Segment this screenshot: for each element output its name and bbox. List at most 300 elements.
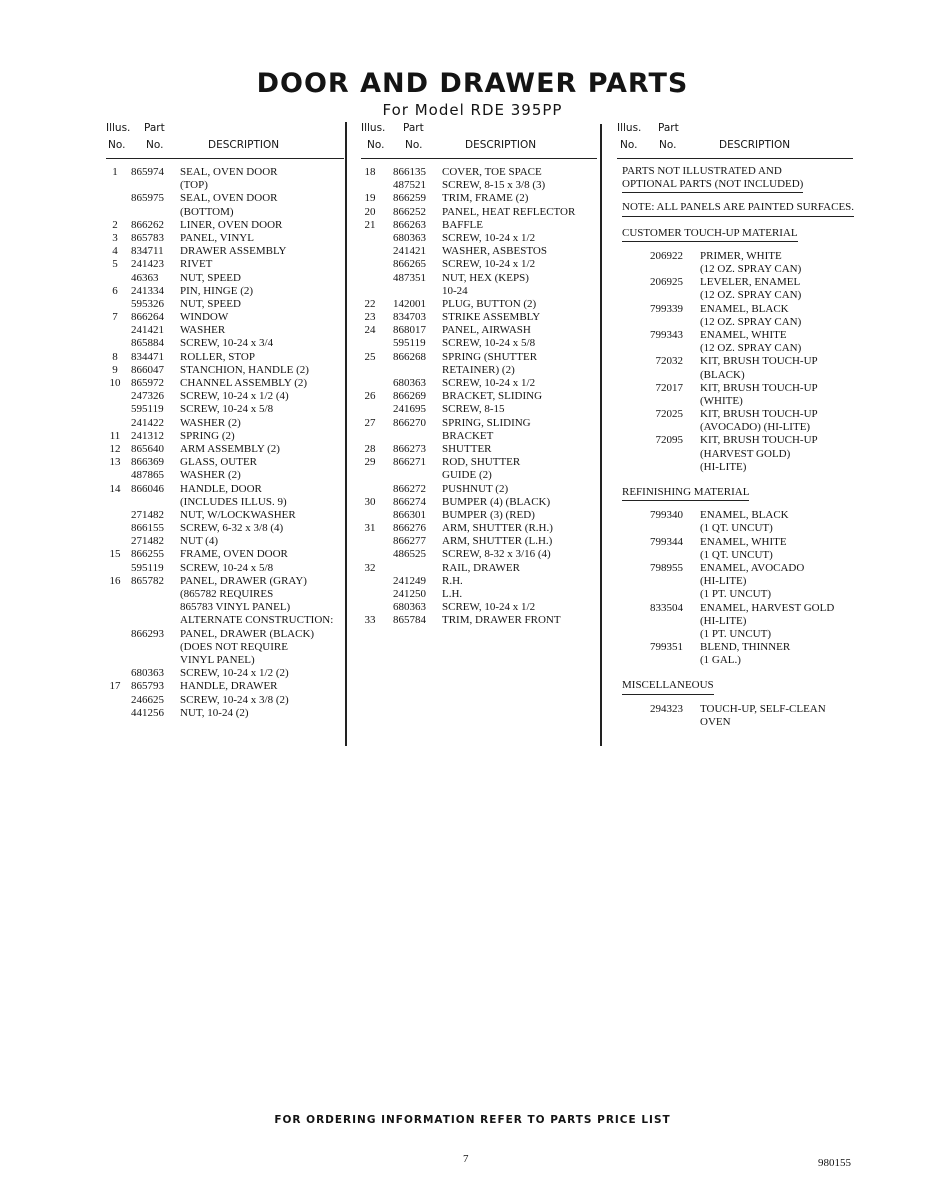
part-description: (1 GAL.) bbox=[700, 654, 741, 667]
illus-number: 28 bbox=[364, 442, 376, 455]
parts-row bbox=[106, 469, 344, 482]
part-number: 834703 bbox=[393, 311, 426, 324]
part-description: (1 QT. UNCUT) bbox=[700, 548, 773, 561]
page-subtitle: For Model RDE 395PP bbox=[382, 101, 563, 119]
parts-row bbox=[361, 562, 597, 575]
material-item bbox=[622, 536, 892, 549]
part-number: 866293 bbox=[131, 627, 164, 640]
parts-row bbox=[106, 285, 344, 298]
part-description: 865783 VINYL PANEL) bbox=[180, 601, 291, 614]
parts-row bbox=[361, 443, 597, 456]
part-description: TRIM, FRAME (2) bbox=[442, 192, 529, 205]
parts-row bbox=[106, 601, 344, 614]
material-item bbox=[622, 329, 892, 342]
parts-row bbox=[106, 298, 344, 311]
part-number: 866252 bbox=[393, 205, 426, 218]
part-description: (865782 REQUIRES bbox=[180, 588, 274, 600]
part-description: PANEL, VINYL bbox=[180, 231, 254, 244]
column-divider bbox=[345, 122, 347, 746]
header-part: Part bbox=[144, 122, 165, 134]
part-description: KIT, BRUSH TOUCH-UP bbox=[700, 381, 818, 394]
part-number: 595119 bbox=[131, 403, 164, 416]
part-description: (1 PT. UNCUT) bbox=[700, 627, 771, 640]
refinishing-list bbox=[622, 509, 892, 667]
material-item bbox=[622, 641, 892, 654]
misc-list bbox=[622, 703, 892, 729]
part-description: (HI-LITE) bbox=[700, 614, 747, 627]
part-number: 241695 bbox=[393, 403, 426, 416]
illus-number: 8 bbox=[112, 350, 118, 363]
parts-row bbox=[106, 707, 344, 720]
part-number: 206922 bbox=[650, 249, 683, 262]
part-description: ENAMEL, BLACK bbox=[700, 509, 789, 522]
material-item bbox=[622, 395, 892, 408]
parts-row bbox=[361, 206, 597, 219]
part-description: PANEL, DRAWER (BLACK) bbox=[180, 627, 315, 640]
parts-row bbox=[361, 509, 597, 522]
part-description: (1 QT. UNCUT) bbox=[700, 522, 773, 535]
part-description: (12 OZ. SPRAY CAN) bbox=[700, 342, 802, 355]
part-description: (HI-LITE) bbox=[700, 460, 747, 473]
part-description: BLEND, THINNER bbox=[700, 641, 791, 654]
parts-row bbox=[106, 245, 344, 258]
touchup-heading bbox=[622, 227, 892, 242]
part-number: 834471 bbox=[131, 350, 164, 363]
parts-row bbox=[106, 219, 344, 232]
part-number: 680363 bbox=[131, 667, 164, 680]
part-number: 241334 bbox=[131, 284, 164, 297]
part-number: 866268 bbox=[393, 350, 426, 363]
part-number: 680363 bbox=[393, 601, 426, 614]
part-description: WASHER (2) bbox=[180, 469, 241, 482]
part-number: 866263 bbox=[393, 218, 426, 231]
material-item bbox=[622, 448, 892, 461]
part-number: 866259 bbox=[393, 192, 426, 205]
part-description: WINDOW bbox=[180, 311, 229, 324]
part-description: R.H. bbox=[442, 574, 463, 587]
part-number: 486525 bbox=[393, 548, 426, 561]
parts-row bbox=[361, 219, 597, 232]
material-item bbox=[622, 408, 892, 421]
part-description: ENAMEL, AVOCADO bbox=[700, 561, 805, 574]
document-number: 980155 bbox=[818, 1157, 851, 1169]
part-description: ROD, SHUTTER bbox=[442, 456, 521, 469]
part-number: 441256 bbox=[131, 706, 164, 719]
part-number: 72017 bbox=[655, 381, 683, 394]
parts-row bbox=[106, 258, 344, 271]
part-number: 595326 bbox=[131, 297, 164, 310]
part-number: 866274 bbox=[393, 495, 426, 508]
part-description: ENAMEL, BLACK bbox=[700, 302, 789, 315]
part-description: (TOP) bbox=[180, 179, 208, 192]
header-part: Part bbox=[403, 122, 424, 134]
material-item bbox=[622, 575, 892, 588]
part-number: 241249 bbox=[393, 574, 426, 587]
illus-number: 19 bbox=[364, 192, 376, 205]
parts-row bbox=[106, 206, 344, 219]
part-description: WASHER bbox=[180, 324, 226, 337]
parts-row bbox=[106, 377, 344, 390]
parts-row bbox=[106, 509, 344, 522]
part-description: SPRING (2) bbox=[180, 429, 235, 442]
parts-row bbox=[361, 390, 597, 403]
part-number: 865884 bbox=[131, 337, 164, 350]
material-item bbox=[622, 289, 892, 302]
material-item bbox=[622, 654, 892, 667]
parts-row bbox=[361, 456, 597, 469]
part-description: PANEL, DRAWER (GRAY) bbox=[180, 574, 307, 587]
parts-row bbox=[106, 562, 344, 575]
part-description: WASHER (2) bbox=[180, 416, 241, 429]
part-number: 799340 bbox=[650, 509, 683, 522]
parts-row bbox=[106, 403, 344, 416]
part-description: SCREW, 10-24 x 1/2 bbox=[442, 258, 536, 271]
parts-row bbox=[106, 548, 344, 561]
parts-column-1 bbox=[106, 120, 344, 720]
part-description: NUT, W/LOCKWASHER bbox=[180, 508, 296, 521]
material-item bbox=[622, 522, 892, 535]
part-description: (12 OZ. SPRAY CAN) bbox=[700, 315, 802, 328]
part-number: 866270 bbox=[393, 416, 426, 429]
misc-heading bbox=[622, 679, 892, 694]
part-description: LEVELER, ENAMEL bbox=[700, 276, 801, 289]
part-description: GUIDE (2) bbox=[442, 469, 492, 482]
part-description: TRIM, DRAWER FRONT bbox=[442, 614, 561, 627]
column-header bbox=[106, 120, 344, 159]
part-number: 247326 bbox=[131, 390, 164, 403]
parts-row bbox=[361, 614, 597, 627]
parts-row bbox=[106, 667, 344, 680]
header-illus: Illus. bbox=[106, 122, 131, 134]
note-line: PARTS NOT ILLUSTRATED AND bbox=[622, 165, 782, 177]
part-description: KIT, BRUSH TOUCH-UP bbox=[700, 434, 818, 447]
material-item bbox=[622, 263, 892, 276]
part-description: PRIMER, WHITE bbox=[700, 249, 782, 262]
part-description: SEAL, OVEN DOOR bbox=[180, 166, 278, 178]
part-description: SCREW, 10-24 x 5/8 bbox=[180, 403, 274, 416]
parts-row bbox=[361, 232, 597, 245]
material-item bbox=[622, 250, 892, 263]
part-description: NUT, SPEED bbox=[180, 271, 241, 284]
part-number: 833504 bbox=[650, 601, 683, 614]
part-description: PLUG, BUTTON (2) bbox=[442, 297, 537, 310]
part-number: 72032 bbox=[655, 355, 683, 368]
parts-row bbox=[361, 351, 597, 364]
part-number: 241312 bbox=[131, 429, 164, 442]
part-number: 799351 bbox=[650, 641, 683, 654]
part-description: (1 PT. UNCUT) bbox=[700, 588, 771, 601]
parts-row bbox=[106, 417, 344, 430]
material-item bbox=[622, 421, 892, 434]
refinishing-heading-text: REFINISHING MATERIAL bbox=[622, 486, 749, 501]
part-description: (HI-LITE) bbox=[700, 575, 747, 588]
part-description: SCREW, 10-24 x 1/2 bbox=[442, 377, 536, 389]
header-part: Part bbox=[658, 122, 679, 134]
header-illus: Illus. bbox=[617, 122, 642, 134]
part-description: NUT (4) bbox=[180, 535, 218, 548]
part-description: (BOTTOM) bbox=[180, 205, 234, 218]
part-description: LINER, OVEN DOOR bbox=[180, 218, 283, 231]
parts-row bbox=[361, 179, 597, 192]
part-number: 294323 bbox=[650, 702, 683, 715]
parts-row bbox=[361, 548, 597, 561]
part-description: PUSHNUT (2) bbox=[442, 482, 509, 495]
illus-number: 22 bbox=[364, 297, 376, 310]
part-description: NUT, HEX (KEPS) bbox=[442, 271, 529, 284]
parts-row bbox=[361, 285, 597, 298]
parts-row bbox=[361, 364, 597, 377]
part-description: SCREW, 8-15 x 3/8 (3) bbox=[442, 179, 546, 192]
part-number: 866276 bbox=[393, 522, 426, 535]
part-description: SCREW, 10-24 x 1/2 bbox=[442, 601, 536, 614]
part-description: ENAMEL, WHITE bbox=[700, 328, 787, 341]
part-number: 865640 bbox=[131, 442, 164, 455]
illus-number: 12 bbox=[109, 442, 121, 455]
ordering-footer: FOR ORDERING INFORMATION REFER TO PARTS PRICE LIST bbox=[274, 1114, 671, 1126]
part-number: 72025 bbox=[655, 408, 683, 421]
parts-row bbox=[106, 179, 344, 192]
part-description: (BLACK) bbox=[700, 368, 745, 381]
material-item bbox=[622, 549, 892, 562]
page-number: 7 bbox=[463, 1153, 469, 1165]
part-description: L.H. bbox=[442, 588, 463, 600]
illus-number: 30 bbox=[364, 495, 376, 508]
part-description: OVEN bbox=[700, 715, 731, 728]
part-description: GLASS, OUTER bbox=[180, 456, 258, 469]
panels-note-text: NOTE: ALL PANELS ARE PAINTED SURFACES. bbox=[622, 201, 854, 216]
part-number: 799339 bbox=[650, 302, 683, 315]
parts-row bbox=[106, 680, 344, 693]
illus-number: 14 bbox=[109, 482, 121, 495]
part-number: 866255 bbox=[131, 548, 164, 561]
parts-row bbox=[106, 351, 344, 364]
part-number: 866369 bbox=[131, 456, 164, 469]
part-description: ALTERNATE CONSTRUCTION: bbox=[180, 614, 334, 627]
illus-number: 16 bbox=[109, 574, 121, 587]
part-description: (12 OZ. SPRAY CAN) bbox=[700, 263, 802, 275]
parts-row bbox=[361, 483, 597, 496]
notes-section bbox=[622, 165, 892, 729]
illus-number: 18 bbox=[364, 166, 376, 178]
part-number: 866046 bbox=[131, 482, 164, 495]
part-description: NUT, SPEED bbox=[180, 297, 241, 310]
illus-number: 11 bbox=[109, 429, 121, 442]
part-description: SPRING, SLIDING bbox=[442, 416, 531, 429]
part-description: COVER, TOE SPACE bbox=[442, 166, 542, 178]
parts-row bbox=[106, 654, 344, 667]
part-number: 866269 bbox=[393, 390, 426, 403]
part-description: SCREW, 10-24 x 1/2 bbox=[442, 231, 536, 244]
parts-row bbox=[106, 483, 344, 496]
part-number: 865783 bbox=[131, 231, 164, 244]
parts-row bbox=[106, 272, 344, 285]
refinishing-heading bbox=[622, 486, 892, 501]
part-number: 680363 bbox=[393, 231, 426, 244]
material-item bbox=[622, 316, 892, 329]
illus-number: 20 bbox=[364, 205, 376, 218]
part-description: 10-24 bbox=[442, 284, 468, 297]
parts-row bbox=[106, 166, 344, 179]
parts-row bbox=[106, 614, 344, 627]
part-number: 487351 bbox=[393, 271, 426, 284]
material-item bbox=[622, 588, 892, 601]
part-description: ENAMEL, WHITE bbox=[700, 535, 787, 548]
part-number: 246625 bbox=[131, 693, 164, 706]
part-number: 865974 bbox=[131, 166, 164, 178]
column-divider bbox=[600, 124, 602, 746]
part-number: 241421 bbox=[393, 245, 426, 258]
part-description: BRACKET bbox=[442, 429, 494, 442]
parts-row bbox=[361, 192, 597, 205]
parts-row bbox=[361, 272, 597, 285]
part-number: 72095 bbox=[655, 434, 683, 447]
part-number: 866265 bbox=[393, 258, 426, 271]
part-description: HANDLE, DOOR bbox=[180, 482, 262, 495]
parts-row bbox=[361, 417, 597, 430]
part-number: 865793 bbox=[131, 680, 164, 693]
part-description: ARM, SHUTTER (R.H.) bbox=[442, 522, 553, 535]
touchup-heading-text: CUSTOMER TOUCH-UP MATERIAL bbox=[622, 227, 798, 242]
part-description: SCREW, 10-24 x 5/8 bbox=[442, 337, 536, 350]
part-description: ARM ASSEMBLY (2) bbox=[180, 442, 280, 455]
part-description: PANEL, HEAT REFLECTOR bbox=[442, 205, 576, 218]
parts-row bbox=[106, 588, 344, 601]
part-description: TOUCH-UP, SELF-CLEAN bbox=[700, 702, 826, 715]
part-number: 271482 bbox=[131, 535, 164, 548]
part-number: 866262 bbox=[131, 218, 164, 231]
illus-number: 13 bbox=[109, 456, 121, 469]
illus-number: 6 bbox=[112, 284, 118, 297]
part-number: 866155 bbox=[131, 522, 164, 535]
illus-number: 5 bbox=[112, 258, 118, 271]
part-number: 866135 bbox=[393, 166, 426, 178]
part-description: SPRING (SHUTTER bbox=[442, 350, 538, 363]
part-description: VINYL PANEL) bbox=[180, 653, 255, 666]
illus-number: 24 bbox=[364, 324, 376, 337]
part-description: ENAMEL, HARVEST GOLD bbox=[700, 601, 835, 614]
part-description: SCREW, 10-24 x 1/2 (2) bbox=[180, 667, 289, 680]
parts-row bbox=[106, 443, 344, 456]
part-description: SEAL, OVEN DOOR bbox=[180, 192, 278, 205]
part-number: 865782 bbox=[131, 574, 164, 587]
part-description: STANCHION, HANDLE (2) bbox=[180, 363, 309, 376]
parts-row bbox=[361, 522, 597, 535]
part-description: KIT, BRUSH TOUCH-UP bbox=[700, 408, 818, 421]
illus-number: 3 bbox=[112, 231, 118, 244]
part-description: WASHER, ASBESTOS bbox=[442, 245, 547, 258]
part-description: DRAWER ASSEMBLY bbox=[180, 245, 287, 258]
parts-row bbox=[106, 364, 344, 377]
parts-row bbox=[361, 588, 597, 601]
part-number: 241250 bbox=[393, 588, 426, 600]
part-number: 866301 bbox=[393, 508, 426, 521]
material-item bbox=[622, 615, 892, 628]
material-item bbox=[622, 461, 892, 474]
part-description: SCREW, 8-32 x 3/16 (4) bbox=[442, 548, 551, 561]
parts-row bbox=[361, 403, 597, 416]
material-item bbox=[622, 355, 892, 368]
illus-number: 33 bbox=[364, 614, 376, 627]
parts-row bbox=[106, 232, 344, 245]
page-title: DOOR AND DRAWER PARTS bbox=[256, 68, 689, 99]
part-number: 866264 bbox=[131, 311, 164, 324]
illus-number: 23 bbox=[364, 311, 376, 324]
parts-column-2 bbox=[361, 120, 597, 628]
parts-row bbox=[106, 192, 344, 205]
part-number: 206925 bbox=[650, 276, 683, 289]
part-description: FRAME, OVEN DOOR bbox=[180, 548, 288, 561]
illus-number: 10 bbox=[109, 377, 121, 389]
parts-row bbox=[361, 311, 597, 324]
part-number: 865972 bbox=[131, 377, 164, 389]
part-description: (AVOCADO) (HI-LITE) bbox=[700, 421, 811, 434]
illus-number: 2 bbox=[112, 218, 118, 231]
part-number: 46363 bbox=[131, 271, 159, 284]
material-item bbox=[622, 509, 892, 522]
part-description: HANDLE, DRAWER bbox=[180, 680, 278, 693]
parts-row bbox=[106, 430, 344, 443]
part-number: 866047 bbox=[131, 363, 164, 376]
parts-row bbox=[361, 601, 597, 614]
part-description: (HARVEST GOLD) bbox=[700, 447, 791, 460]
part-number: 799344 bbox=[650, 535, 683, 548]
illus-number: 32 bbox=[364, 561, 376, 574]
parts-rows bbox=[361, 166, 597, 628]
parts-row bbox=[106, 456, 344, 469]
part-description: RETAINER) (2) bbox=[442, 363, 515, 376]
parts-row bbox=[361, 245, 597, 258]
material-item bbox=[622, 303, 892, 316]
part-description: SCREW, 10-24 x 5/8 bbox=[180, 561, 274, 574]
part-description: (INCLUDES ILLUS. 9) bbox=[180, 495, 287, 508]
header-illus: Illus. bbox=[361, 122, 386, 134]
part-description: PANEL, AIRWASH bbox=[442, 324, 531, 337]
part-number: 241422 bbox=[131, 416, 164, 429]
illus-number: 26 bbox=[364, 390, 376, 403]
header-part-no: No. bbox=[146, 139, 164, 151]
parts-row bbox=[106, 628, 344, 641]
part-number: 865975 bbox=[131, 192, 164, 205]
illus-number: 1 bbox=[112, 166, 118, 178]
header-illus-no: No. bbox=[367, 139, 385, 151]
parts-row bbox=[361, 377, 597, 390]
parts-row bbox=[361, 337, 597, 350]
parts-row bbox=[106, 337, 344, 350]
part-description: KIT, BRUSH TOUCH-UP bbox=[700, 355, 818, 368]
illus-number: 21 bbox=[364, 218, 376, 231]
part-description: SCREW, 10-24 x 3/8 (2) bbox=[180, 693, 289, 706]
parts-rows bbox=[106, 166, 344, 720]
illus-number: 31 bbox=[364, 522, 376, 535]
parts-row bbox=[361, 496, 597, 509]
material-item bbox=[622, 342, 892, 355]
illus-number: 4 bbox=[112, 245, 118, 258]
parts-row bbox=[361, 469, 597, 482]
part-description: SCREW, 6-32 x 3/8 (4) bbox=[180, 522, 284, 535]
illus-number: 15 bbox=[109, 548, 121, 561]
parts-row bbox=[106, 522, 344, 535]
parts-row bbox=[106, 641, 344, 654]
parts-row bbox=[106, 694, 344, 707]
part-description: RAIL, DRAWER bbox=[442, 561, 520, 574]
material-item bbox=[622, 369, 892, 382]
part-description: BRACKET, SLIDING bbox=[442, 390, 543, 403]
part-number: 595119 bbox=[131, 561, 164, 574]
part-description: ROLLER, STOP bbox=[180, 350, 255, 363]
material-item bbox=[622, 562, 892, 575]
parts-row bbox=[361, 324, 597, 337]
header-description: DESCRIPTION bbox=[719, 139, 791, 151]
